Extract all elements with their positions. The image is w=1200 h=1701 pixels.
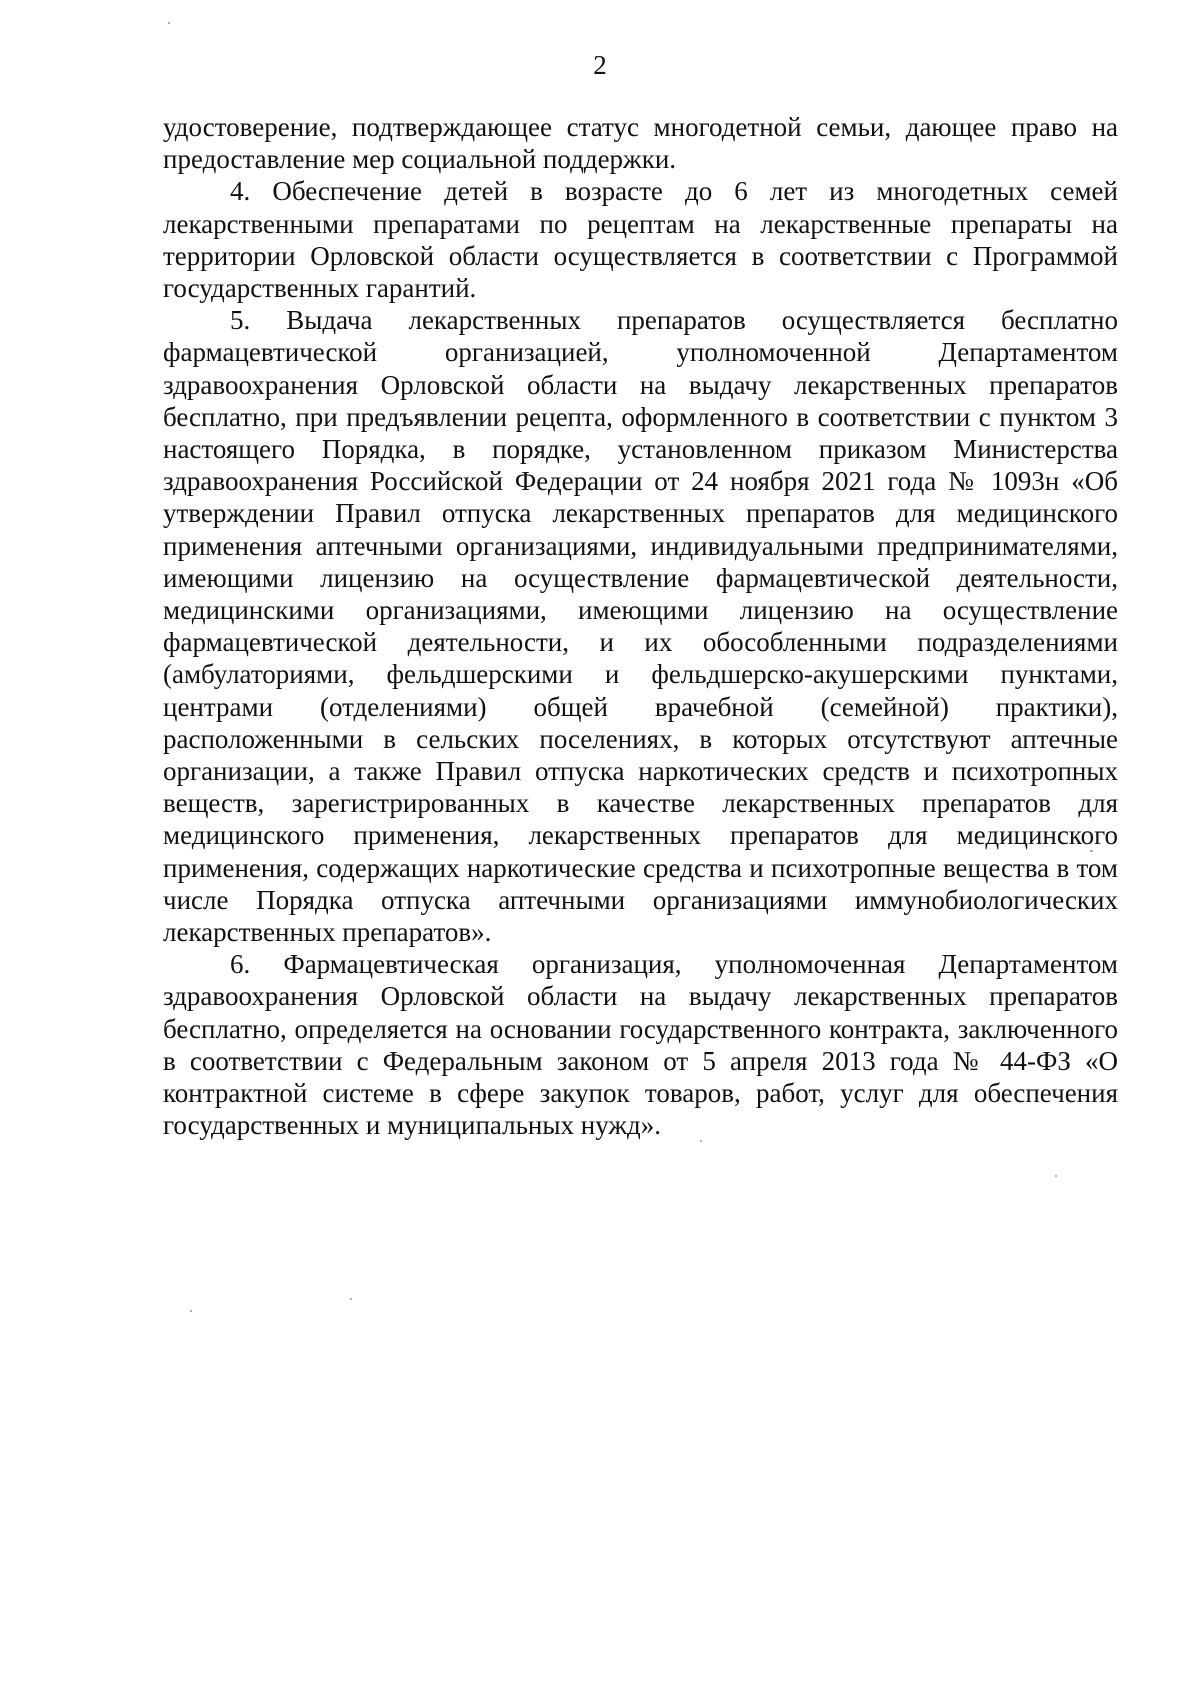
paragraph-item-6: 6. Фармацевтическая организация, уполномоченная Департаментом здравоохранения Орловской области на выдачу лекарственных препаратов бесплатно, определяется на основании государственного контракта, заключенного в соответствии с Федеральным законом от 5 апреля 2013 года № 44-ФЗ «О контрактной системе в сфере закупок товаров, работ, услуг для обеспечения государственных и муниципальных нужд». (163, 949, 1118, 1141)
scan-speck (1090, 850, 1093, 852)
scan-speck (190, 1310, 192, 1312)
scan-speck (700, 1140, 702, 1142)
scan-speck (1055, 1175, 1057, 1177)
page-number: 2 (593, 50, 607, 80)
scan-speck (350, 1298, 352, 1300)
scan-speck (168, 22, 170, 24)
paragraph-item-4: 4. Обеспечение детей в возрасте до 6 лет из многодетных семей лекарственными препаратами по рецептам на лекарственные препараты на территории Орловской области осуществляется в соответствии с Программой государственных гарантий. (163, 176, 1118, 304)
paragraph-item-5: 5. Выдача лекарственных препаратов осуществляется бесплатно фармацевтической организацией, уполномоченной Департаментом здравоохранения Орловской области на выдачу лекарственных препаратов бесплатно, при предъявлении рецепта, оформленного в соответствии с пунктом 3 настоящего Порядка, в порядке, установленном приказом Министерства здравоохранения Российской Федерации от 24 ноября 2021 года № 1093н «Об утверждении Правил отпуска лекарственных препаратов для медицинского применения аптечными организациями, индивидуальными предпринимателями, имеющими лицензию на осуществление фармацевтической деятельности, медицинскими организациями, имеющими лицензию на осуществление фармацевтической деятельности, и их обособленными подразделениями (амбулаториями, фельдшерскими и фельдшерско-акушерскими пунктами, центрами (отделениями) общей врачебной (семейной) практики), расположенными в сельских поселениях, в которых отсутствуют аптечные организации, а также Правил отпуска наркотических средств и психотропных веществ, зарегистрированных в качестве лекарственных препаратов для медицинского применения, лекарственных препаратов для медицинского применения, содержащих наркотические средства и психотропные вещества в том числе Порядка отпуска аптечными организациями иммунобиологических лекарственных препаратов». (163, 305, 1118, 948)
document-body (163, 111, 1118, 1142)
paragraph-continuation: удостоверение, подтверждающее статус многодетной семьи, дающее право на предоставление мер социальной поддержки. (163, 112, 1118, 175)
